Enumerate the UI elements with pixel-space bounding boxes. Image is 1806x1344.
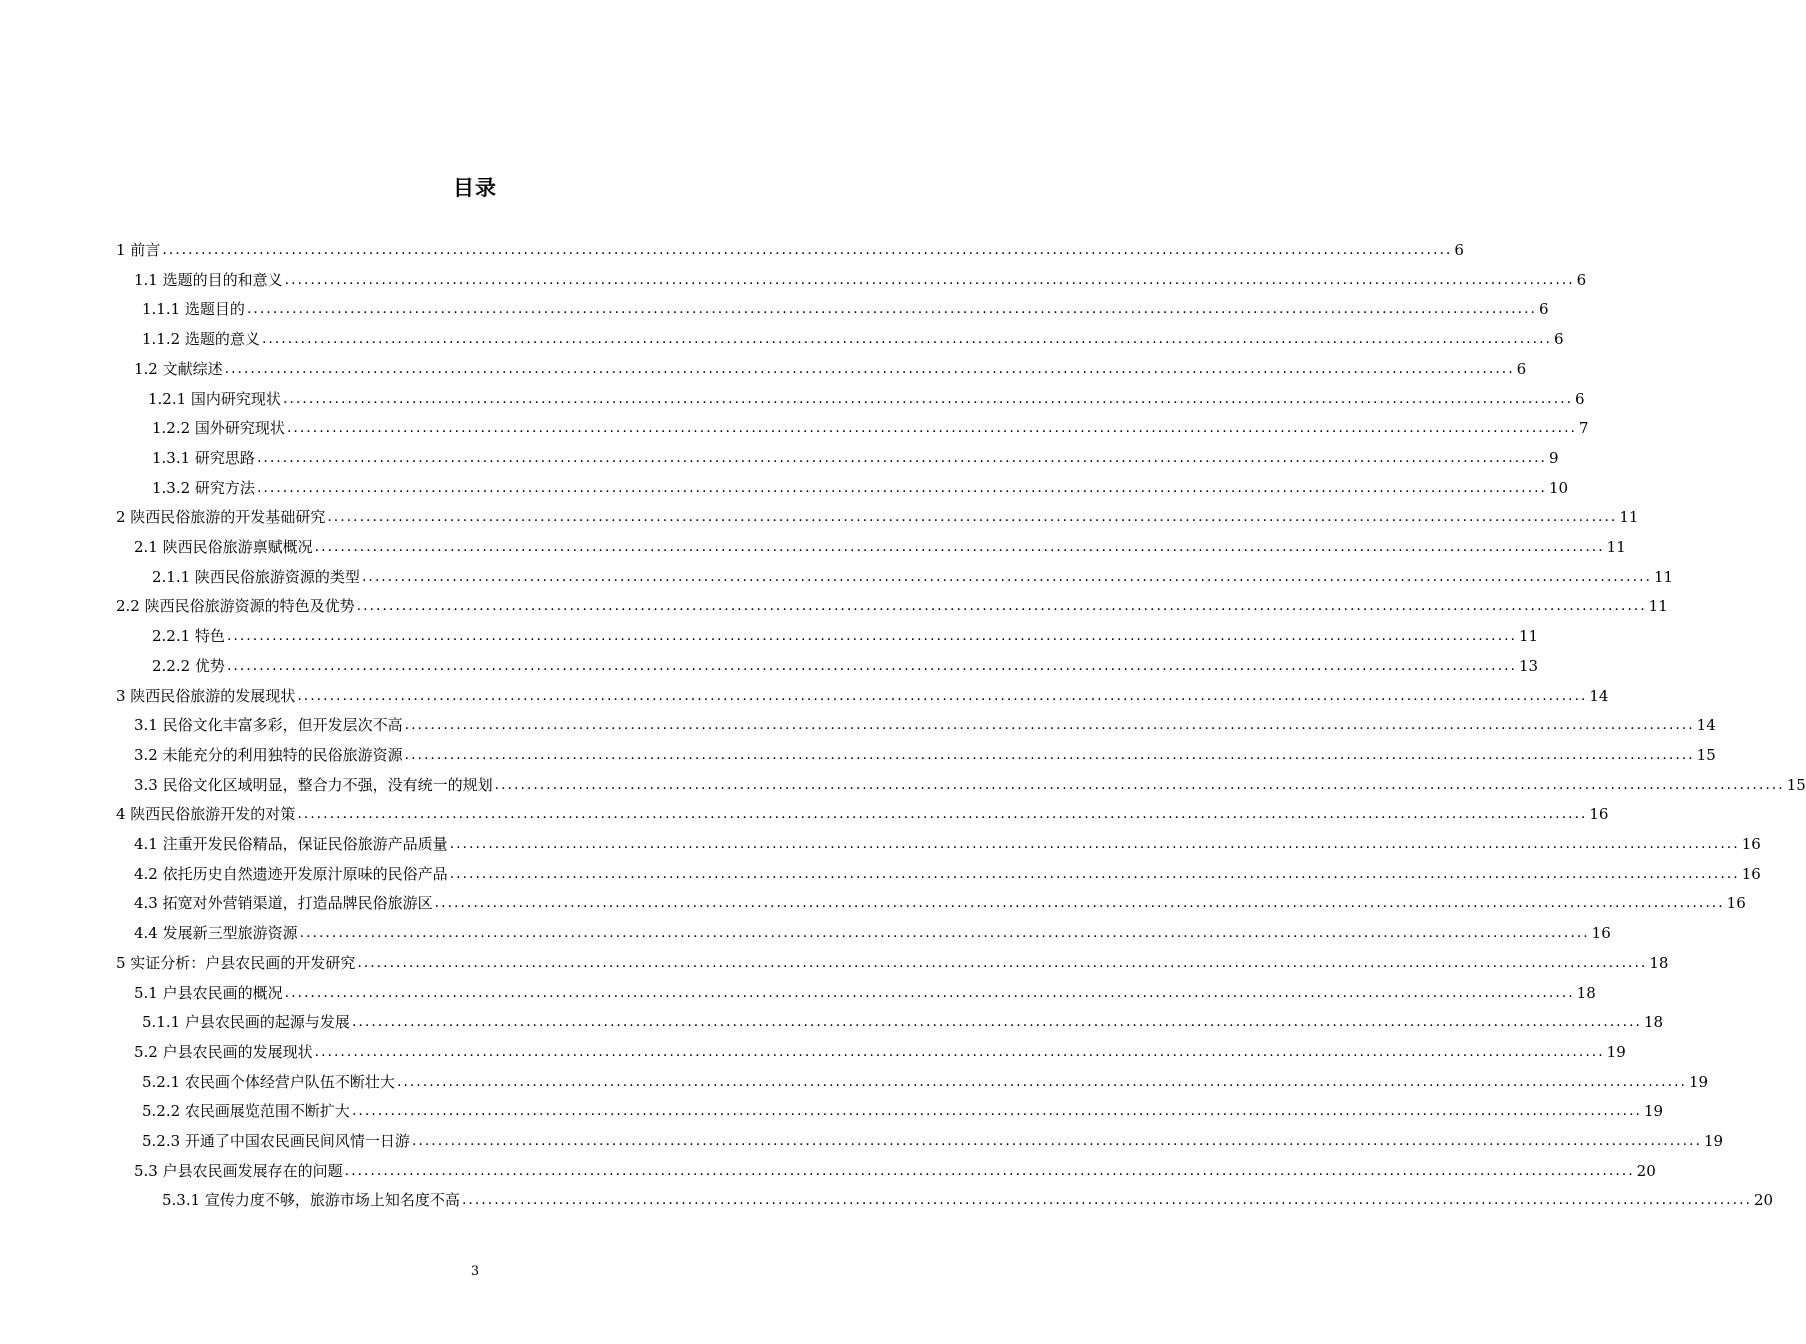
toc-dot-leader: ........................................................................................................................................................................................................ [356,598,1647,615]
toc-entry-page: 9 [1548,448,1559,467]
toc-dot-leader: ........................................................................................................................................................................................................ [226,628,1517,645]
toc-entry[interactable] [152,654,1539,678]
toc-entry-page: 15 [1696,745,1716,764]
toc-dot-leader: ........................................................................................................................................................................................................ [162,242,1453,258]
page-title: 目录 [453,176,497,200]
toc-entry-label: 1 前言 [116,241,161,259]
toc-entry-page: 15 [1786,775,1806,794]
toc-entry[interactable] [116,505,1639,529]
toc-entry[interactable] [152,624,1539,648]
toc-entry-label: 2.1.1 陕西民俗旅游资源的类型 [152,567,360,586]
toc-entry[interactable] [134,268,1587,292]
toc-entry-label: 3.3 民俗文化区域明显，整合力不强，没有统一的规划 [134,775,493,794]
toc-entry[interactable] [134,535,1626,559]
toc-entry-label: 5.3.1 宣传力度不够，旅游市场上知名度不高 [162,1191,460,1210]
toc-entry[interactable] [162,1188,1774,1212]
toc-entry[interactable] [134,891,1746,915]
toc-dot-leader: ........................................................................................................................................................................................................ [449,865,1740,882]
toc-entry-page: 19 [1688,1072,1709,1091]
toc-entry-page: 16 [1741,835,1761,853]
toc-entry-page: 11 [1648,597,1668,616]
toc-entry-page: 7 [1578,419,1589,438]
toc-entry-label: 5.1 户县农民画的概况 [134,983,283,1002]
toc-entry-page: 6 [1454,241,1464,259]
toc-dot-leader: ........................................................................................................................................................................................................ [357,954,1648,971]
toc-entry[interactable] [134,832,1761,856]
toc-entry-label: 5.2.3 开通了中国农民画民间风情一日游 [142,1132,410,1150]
toc-entry-label: 5.1.1 户县农民画的起源与发展 [142,1013,350,1032]
toc-entry[interactable] [134,862,1761,886]
toc-entry[interactable] [134,713,1716,737]
toc-entry-page: 6 [1553,330,1564,349]
toc-entry-label: 5.2.2 农民画展览范围不断扩大 [142,1102,350,1121]
toc-dot-leader: ........................................................................................................................................................................................................ [297,687,1588,704]
toc-entry[interactable] [116,951,1669,975]
toc-dot-leader: ........................................................................................................................................................................................................ [261,331,1552,348]
toc-entry-label: 1.3.1 研究思路 [152,448,255,467]
toc-entry[interactable] [142,1129,1724,1153]
toc-entry-label: 1.2 文献综述 [134,359,223,378]
toc-entry-page: 14 [1696,716,1716,735]
toc-entry-page: 6 [1516,359,1527,378]
toc-dot-leader: ........................................................................................................................................................................................................ [314,1043,1605,1060]
toc-entry-label: 1.2.2 国外研究现状 [152,419,285,438]
toc-entry-page: 19 [1606,1042,1626,1061]
toc-entry-label: 2 陕西民俗旅游的开发基础研究 [116,508,326,527]
toc-entry[interactable] [142,1070,1709,1094]
toc-dot-leader: ........................................................................................................................................................................................................ [404,717,1695,734]
toc-entry-page: 19 [1703,1132,1724,1150]
toc-entry-page: 10 [1548,478,1569,497]
toc-dot-leader: ........................................................................................................................................................................................................ [434,895,1725,912]
toc-dot-leader: ........................................................................................................................................................................................................ [351,1103,1642,1120]
toc-entry[interactable] [134,743,1716,767]
toc-entry-page: 6 [1576,270,1587,289]
toc-entry-label: 3 陕西民俗旅游的发展现状 [116,686,296,705]
toc-entry-page: 11 [1606,538,1626,556]
toc-entry-page: 16 [1741,864,1761,883]
toc-dot-leader: ........................................................................................................................................................................................................ [286,420,1577,437]
toc-entry-label: 4.4 发展新三型旅游资源 [134,924,298,943]
toc-entry-page: 11 [1653,567,1674,586]
toc-entry-label: 1.1.2 选题的意义 [142,330,260,349]
toc-dot-leader: ........................................................................................................................................................................................................ [256,449,1547,466]
page-number: 3 [470,1264,480,1279]
toc-entry[interactable] [116,684,1609,708]
toc-dot-leader: ........................................................................................................................................................................................................ [461,1192,1752,1209]
toc-entry-label: 1.2.1 国内研究现状 [148,389,281,408]
toc-dot-leader: ........................................................................................................................................................................................................ [282,390,1573,407]
toc-entry-page: 13 [1518,656,1539,675]
toc-entry-page: 16 [1591,924,1611,943]
toc-entry[interactable] [134,357,1527,381]
toc-entry[interactable] [134,981,1596,1005]
toc-entry[interactable] [142,297,1549,321]
toc-entry-page: 18 [1643,1013,1664,1032]
toc-dot-leader: ........................................................................................................................................................................................................ [404,746,1695,763]
toc-dot-leader: ........................................................................................................................................................................................................ [396,1073,1687,1090]
toc-entry-page: 14 [1589,686,1609,705]
toc-entry-page: 16 [1589,805,1609,824]
toc-entry-page: 20 [1753,1191,1774,1210]
toc-entry-page: 19 [1643,1102,1664,1121]
toc-entry-label: 5 实证分析：户县农民画的开发研究 [116,953,356,972]
toc-entry[interactable] [134,1159,1656,1183]
toc-entry-label: 2.2.2 优势 [152,656,225,675]
toc-entry[interactable] [152,476,1569,500]
toc-entry-page: 6 [1574,389,1585,408]
toc-entry-page: 18 [1576,983,1596,1002]
toc-dot-leader: ........................................................................................................................................................................................................ [284,271,1575,288]
toc-entry[interactable] [116,594,1668,618]
toc-dot-leader: ........................................................................................................................................................................................................ [224,360,1515,377]
toc-dot-leader: ........................................................................................................................................................................................................ [256,479,1547,496]
toc-dot-leader: ........................................................................................................................................................................................................ [494,776,1785,793]
toc-entry[interactable] [116,802,1609,826]
toc-entry[interactable] [152,565,1674,589]
toc-entry-label: 5.3 户县农民画发展存在的问题 [134,1161,343,1180]
toc-dot-leader: ........................................................................................................................................................................................................ [344,1162,1635,1179]
toc-entry-label: 5.2 户县农民画的发展现状 [134,1042,313,1061]
toc-entry-label: 4.1 注重开发民俗精品，保证民俗旅游产品质量 [134,835,448,853]
toc-entry[interactable] [142,1099,1664,1123]
toc-dot-leader: ........................................................................................................................................................................................................ [411,1133,1702,1149]
toc-entry-page: 16 [1726,894,1746,913]
toc-entry[interactable] [134,921,1611,945]
toc-dot-leader: ........................................................................................................................................................................................................ [246,301,1537,318]
toc-dot-leader: ........................................................................................................................................................................................................ [351,1014,1642,1031]
toc-entry-label: 4.3 拓宽对外营销渠道，打造品牌民俗旅游区 [134,894,433,913]
toc-entry-label: 2.2.1 特色 [152,627,225,646]
toc-dot-leader: ........................................................................................................................................................................................................ [284,984,1575,1001]
toc-dot-leader: ........................................................................................................................................................................................................ [314,539,1605,555]
toc-entry[interactable] [142,1010,1664,1034]
toc-dot-leader: ........................................................................................................................................................................................................ [226,657,1517,674]
toc-entry[interactable] [148,387,1585,411]
toc-entry-label: 3.2 未能充分的利用独特的民俗旅游资源 [134,745,403,764]
toc-entry[interactable] [152,446,1559,470]
toc-entry-page: 11 [1619,508,1639,527]
toc-entry-page: 20 [1636,1161,1656,1180]
toc-entry-label: 4 陕西民俗旅游开发的对策 [116,805,296,824]
toc-dot-leader: ........................................................................................................................................................................................................ [299,925,1590,942]
toc-entry-label: 4.2 依托历史自然遗迹开发原汁原味的民俗产品 [134,864,448,883]
toc-entry-page: 6 [1538,300,1549,319]
toc-entry[interactable] [152,416,1589,440]
toc-entry-page: 18 [1649,953,1669,972]
toc-entry[interactable] [134,1040,1626,1064]
toc-entry-label: 2.1 陕西民俗旅游禀赋概况 [134,538,313,556]
toc-entry[interactable] [134,773,1806,797]
toc-dot-leader: ........................................................................................................................................................................................................ [361,568,1652,585]
toc-dot-leader: ........................................................................................................................................................................................................ [449,836,1740,852]
toc-entry-label: 2.2 陕西民俗旅游资源的特色及优势 [116,597,355,616]
toc-entry-label: 1.1 选题的目的和意义 [134,270,283,289]
toc-dot-leader: ........................................................................................................................................................................................................ [297,806,1588,823]
toc-entry[interactable] [116,238,1464,262]
toc-entry-label: 5.2.1 农民画个体经营户队伍不断壮大 [142,1072,395,1091]
toc-dot-leader: ........................................................................................................................................................................................................ [327,509,1618,526]
toc-entry[interactable] [142,327,1564,351]
toc-entry-label: 3.1 民俗文化丰富多彩，但开发层次不高 [134,716,403,735]
toc-entry-label: 1.1.1 选题目的 [142,300,245,319]
toc-entry-label: 1.3.2 研究方法 [152,478,255,497]
toc-entry-page: 11 [1518,627,1539,646]
